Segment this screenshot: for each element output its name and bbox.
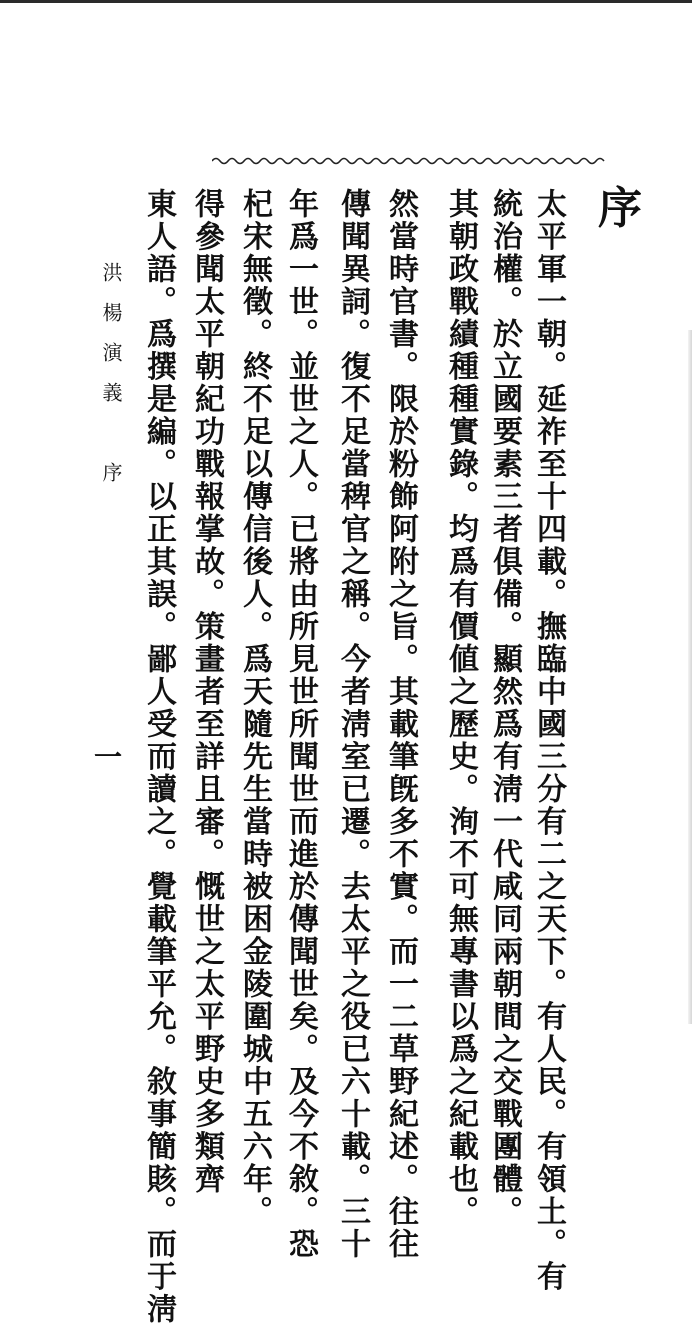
- wavy-rule-ornament: [212, 155, 608, 167]
- text-column-6: 年爲一世。並世之人。已將由所見世所聞世而進於傳聞世矣。及今不敘。恐: [283, 188, 318, 1261]
- text-column-4: 然當時官書。限於粉飾阿附之旨。其載筆旣多不實。而一二草野紀述。往往: [383, 188, 418, 1261]
- scan-right-edge: [688, 330, 692, 1024]
- text-column-2: 統治權。於立國要素三者俱備。顯然爲有淸一代咸同兩朝間之交戰團體。: [487, 188, 522, 1228]
- running-head: 洪楊演義 序: [99, 262, 123, 502]
- text-column-5: 傳聞異詞。復不足當稗官之稱。今者淸室已遷。去太平之役已六十載。三十: [335, 188, 370, 1261]
- scan-top-edge: [0, 0, 692, 3]
- preface-title: 序: [598, 183, 642, 234]
- text-column-7: 杞宋無徵。終不足以傳信後人。爲天隨先生當時被困金陵圍城中五六年。: [237, 188, 272, 1228]
- page-number: 一: [90, 742, 123, 770]
- text-column-1: 太平軍一朝。延祚至十四載。撫臨中國三分有二之天下。有人民。有領土。有: [531, 188, 566, 1293]
- text-column-8: 得參聞太平朝紀功戰報掌故。策畫者至詳且審。慨世之太平野史多類齊: [189, 188, 224, 1196]
- text-column-3: 其朝政戰績種種實錄。均爲有價値之歷史。洵不可無專書以爲之紀載也。: [443, 188, 478, 1228]
- text-column-9: 東人語。爲撰是編。以正其誤。鄙人受而讀之。覺載筆平允。敘事簡賅。而于淸: [141, 188, 176, 1326]
